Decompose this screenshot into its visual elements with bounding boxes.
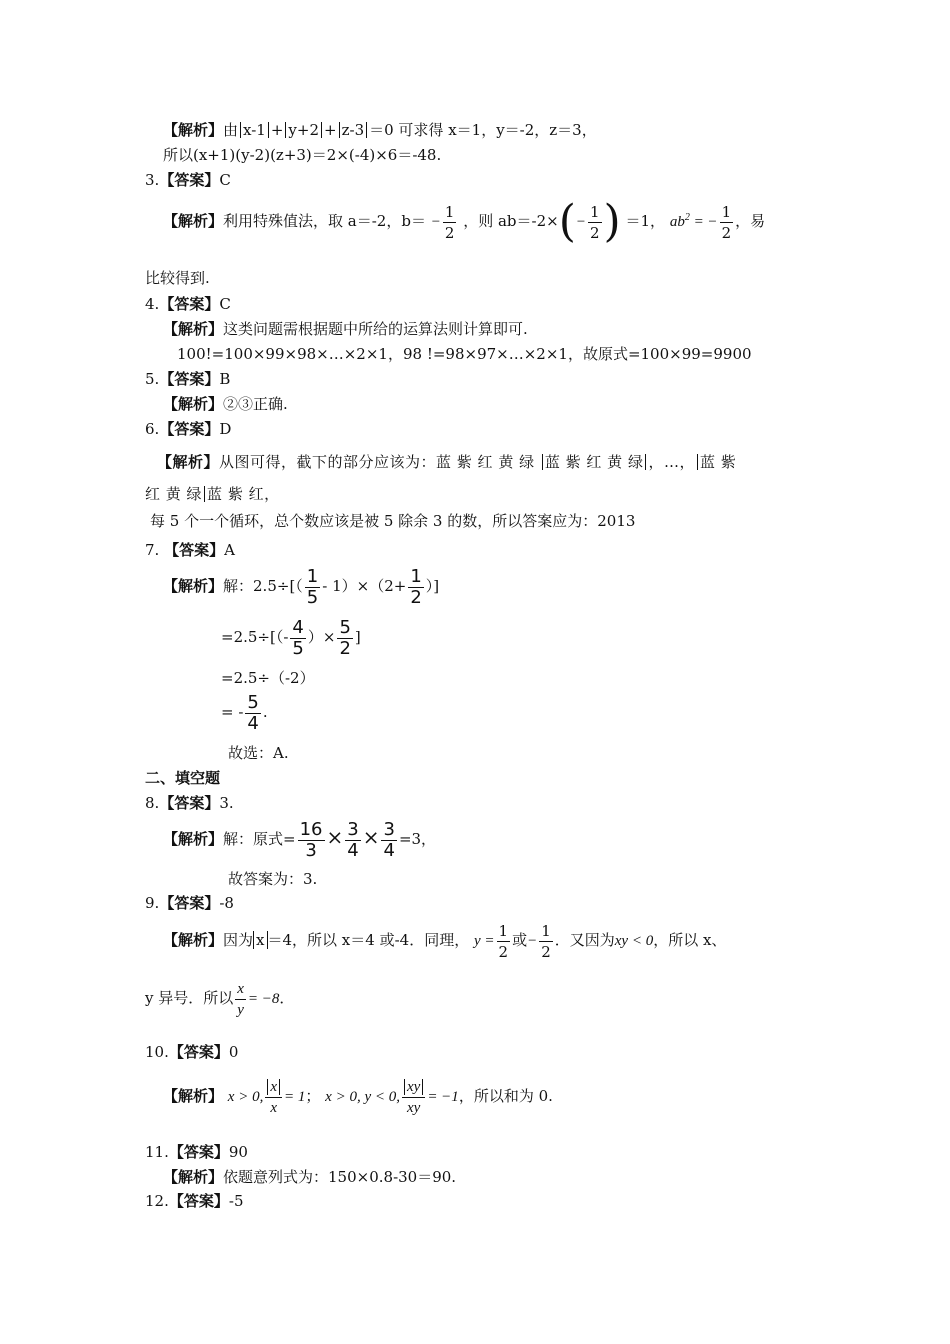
fraction-one-half: $\frac{1}{2}$: [589, 202, 600, 242]
jiexi-tag: 【解析】: [157, 453, 220, 471]
q7-answer-line: 7. 【答案】A: [145, 541, 235, 559]
daan-tag: 【答案】: [168, 1192, 229, 1210]
q11-jiexi-line: 【解析】依题意列式为：150×0.8-30＝90.: [163, 1168, 457, 1186]
q8-conclusion: 故答案为：3.: [228, 870, 318, 888]
q7-step3: =2.5÷（-2）: [221, 669, 315, 687]
jiexi-tag: 【解析】: [163, 577, 224, 595]
jiexi-tag: 【解析】: [163, 931, 224, 949]
daan-tag: 【答案】: [168, 1143, 229, 1161]
daan-tag: 【答案】: [159, 171, 220, 189]
q3-jiexi-line2: 比较得到.: [145, 269, 210, 287]
q8-answer-line: 8.【答案】3.: [145, 794, 234, 812]
jiexi-tag: 【解析】: [163, 212, 224, 230]
daan-tag: 【答案】: [159, 894, 220, 912]
q7-conclusion: 故选：A.: [228, 744, 289, 762]
q6-answer-line: 6.【答案】D: [145, 420, 232, 438]
q3-jiexi-line1: 【解析】利用特殊值法，取 a＝-2，b＝ − $\frac{1}{2}$ ，则 ab＝-2×(− $\frac{1}{2}$ ) ＝1， $ab^2$ = − $\frac{1}{2}$ ，易: [163, 196, 766, 247]
jiexi-tag: 【解析】: [163, 320, 224, 338]
q6-jiexi-line2: 红 黄 绿 蓝 紫 红，: [145, 485, 280, 503]
daan-tag: 【答案】: [159, 794, 220, 812]
q6-jiexi-line1: 【解析】从图可得，截下的部分应该为：蓝 紫 红 黄 绿 蓝 紫 红 黄 绿 ，…， 蓝 紫: [157, 453, 737, 471]
fraction-one-half: $\frac{1}{2}$: [721, 202, 732, 242]
jiexi-tag: 【解析】: [163, 1087, 224, 1105]
jiexi-tag: 【解析】: [163, 830, 224, 848]
daan-tag: 【答案】: [159, 420, 220, 438]
q5-jiexi-line: 【解析】②③正确.: [163, 395, 288, 413]
fraction-one-half: $\frac{1}{2}$: [444, 202, 455, 242]
daan-tag: 【答案】: [159, 370, 220, 388]
q4-jiexi-line2: 100!=100×99×98×…×2×1，98 !=98×97×…×2×1，故原式=100×99=9900: [177, 345, 752, 363]
jiexi-tag: 【解析】: [163, 1168, 224, 1186]
q3-answer-line: 3.【答案】C: [145, 171, 231, 189]
q9-jiexi-line1: 【解析】因为 x ＝4，所以 x＝4 或-4．同理， y = $\frac{1}{2}$ 或− $\frac{1}{2}$ ．又因为xy < 0，所以 x、: [163, 921, 727, 961]
q4-answer-line: 4.【答案】C: [145, 295, 231, 313]
q6-jiexi-line3: 每 5 个一个循环，总个数应该是被 5 除余 3 的数，所以答案应为：2013: [150, 512, 636, 530]
daan-tag: 【答案】: [168, 1043, 229, 1061]
q4-jiexi-line1: 【解析】这类问题需根据题中所给的运算法则计算即可.: [163, 320, 528, 338]
q10-answer-line: 10.【答案】0: [145, 1043, 239, 1061]
q12-answer-line: 12.【答案】-5: [145, 1192, 244, 1210]
jiexi-tag: 【解析】: [163, 121, 224, 139]
q11-answer-line: 11.【答案】90: [145, 1143, 248, 1161]
q10-jiexi-line: 【解析】 x > 0, $\frac{x}{x}$ = 1； x > 0, y < 0, $\frac{xy}{xy}$ = −1，所以和为 0.: [163, 1078, 553, 1116]
q2-jiexi-line2: 所以(x+1)(y-2)(z+3)＝2×(-4)×6＝-48.: [163, 146, 442, 164]
q7-jiexi-line1: 【解析】解：2.5÷[（ $\frac{1}{5}$ - 1）×（2+ $\frac{1}{2}$ ）]: [163, 565, 440, 608]
q7-step2: =2.5÷[（- $\frac{4}{5}$ ）× $\frac{5}{2}$ ]: [221, 616, 361, 659]
q9-jiexi-line2: y 异号．所以 $\frac{x}{y}$ = −8．: [145, 980, 295, 1018]
q8-jiexi-line: 【解析】解：原式= $\frac{16}{3}$ × $\frac{3}{4}$ × $\frac{3}{4}$ =3，: [163, 818, 437, 861]
q2-jiexi-line1: 【解析】由 x-1 + y+2 + z-3 ＝0 可求得 x＝1，y＝-2，z＝3，: [163, 121, 597, 139]
q9-answer-line: 9.【答案】-8: [145, 894, 234, 912]
section-title: 二、填空题: [145, 769, 221, 787]
jiexi-tag: 【解析】: [163, 395, 224, 413]
daan-tag: 【答案】: [159, 295, 220, 313]
q7-step4: = - $\frac{5}{4}$ .: [221, 691, 268, 734]
daan-tag: 【答案】: [164, 541, 225, 559]
q5-answer-line: 5.【答案】B: [145, 370, 231, 388]
